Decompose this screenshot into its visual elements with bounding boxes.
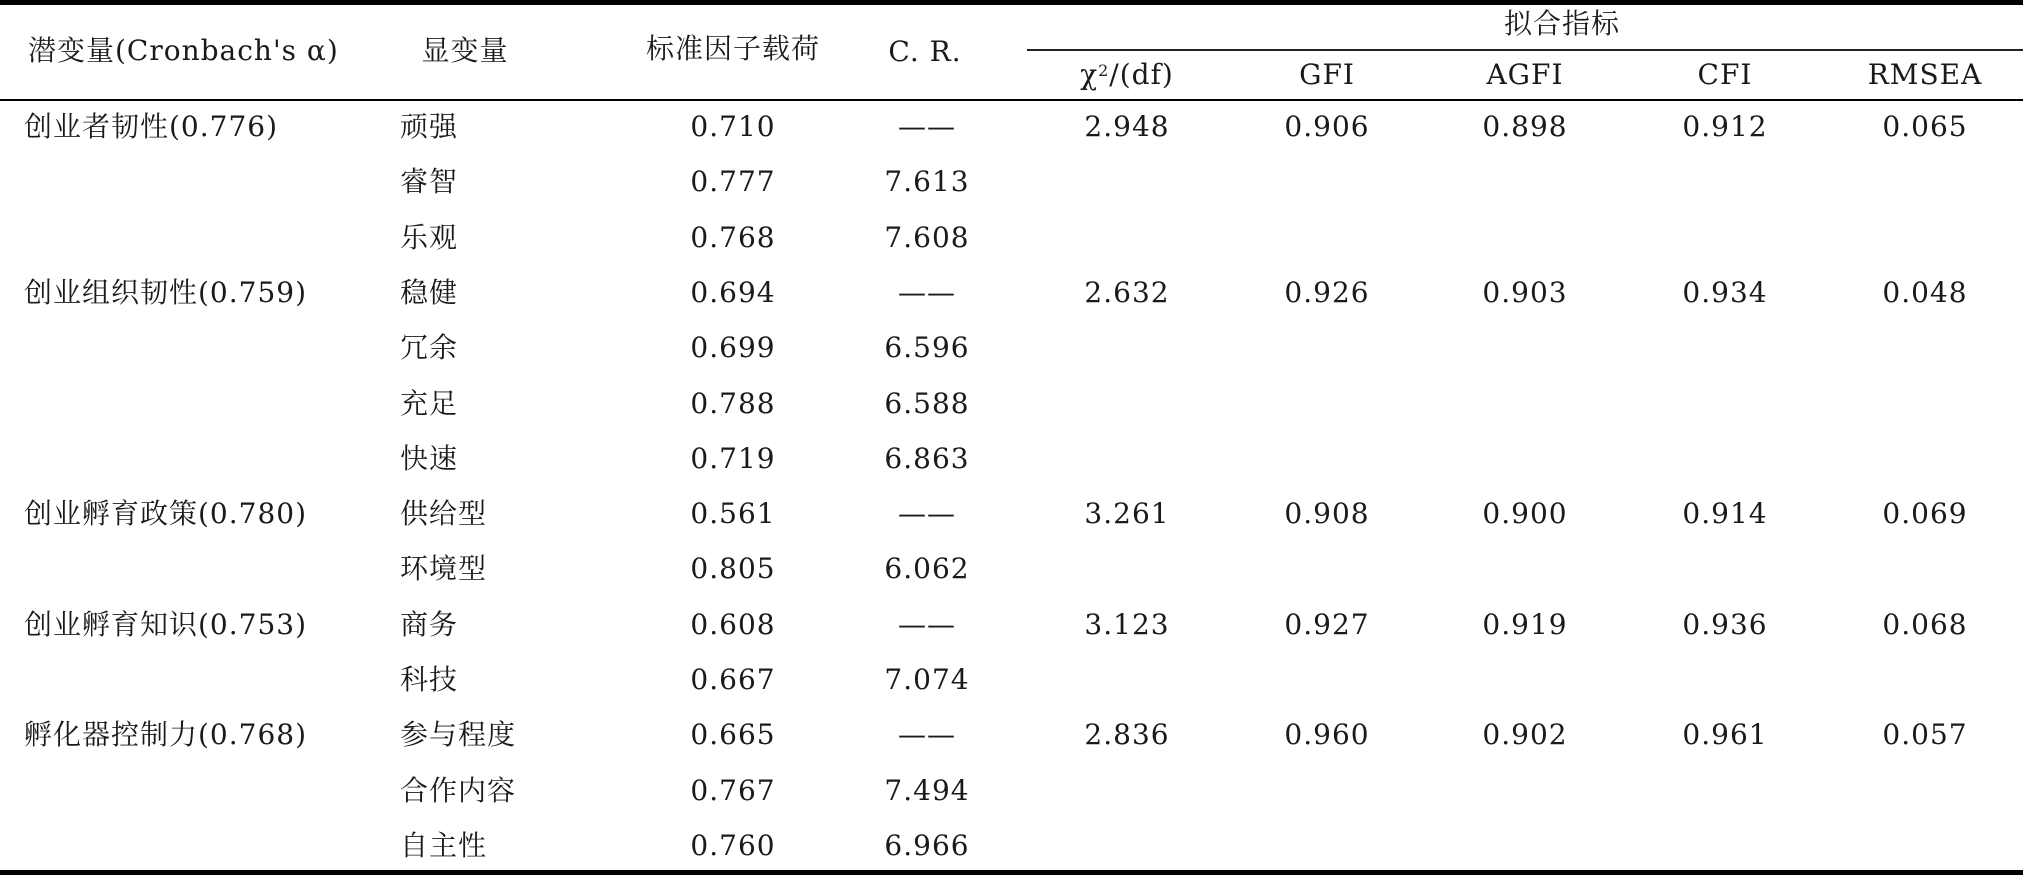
observed-variable-cell: 乐观 <box>400 221 459 254</box>
fit-agfi-cell: 0.903 <box>1482 276 1568 309</box>
fit-cfi-cell: 0.912 <box>1682 110 1768 143</box>
critical-ratio-cell: 7.494 <box>884 774 970 807</box>
header-rmsea: RMSEA <box>1867 58 1983 91</box>
observed-variable-cell: 参与程度 <box>400 718 517 751</box>
header-observed: 显变量 <box>421 34 509 67</box>
observed-variable-cell: 冗余 <box>400 331 459 364</box>
table-bottom-rule <box>0 870 2023 875</box>
fit-group-rule <box>1027 49 2023 51</box>
observed-variable-cell: 睿智 <box>400 165 459 198</box>
factor-loading-cell: 0.608 <box>690 608 776 641</box>
observed-variable-cell: 商务 <box>400 608 459 641</box>
factor-loading-cell: 0.767 <box>690 774 776 807</box>
factor-loading-cell: 0.667 <box>690 663 776 696</box>
header-loading: 标准因子载荷 <box>645 32 821 65</box>
header-cfi: CFI <box>1697 58 1753 91</box>
header-cr: C. R. <box>888 35 962 68</box>
observed-variable-cell: 环境型 <box>400 552 488 585</box>
fit-rmsea-cell: 0.057 <box>1882 718 1968 751</box>
header-chi-square <box>1080 59 1174 91</box>
fit-rmsea-cell: 0.069 <box>1882 497 1968 530</box>
fit-gfi-cell: 0.927 <box>1284 608 1370 641</box>
critical-ratio-cell: 7.074 <box>884 663 970 696</box>
factor-loading-cell: 0.665 <box>690 718 776 751</box>
critical-ratio-cell: —— <box>898 110 956 143</box>
critical-ratio-cell: 6.863 <box>884 442 970 475</box>
critical-ratio-cell: 7.613 <box>884 165 970 198</box>
observed-variable-cell: 顽强 <box>400 110 459 143</box>
observed-variable-cell: 科技 <box>400 663 459 696</box>
fit-chi-square-cell: 2.836 <box>1084 718 1170 751</box>
factor-loading-cell: 0.699 <box>690 331 776 364</box>
factor-loading-cell: 0.760 <box>690 829 776 862</box>
chi-symbol: χ <box>1080 58 1099 91</box>
fit-gfi-cell: 0.926 <box>1284 276 1370 309</box>
header-latent: 潜变量(Cronbach's α) <box>28 34 339 67</box>
factor-loading-cell: 0.788 <box>690 387 776 420</box>
fit-chi-square-cell: 3.261 <box>1084 497 1170 530</box>
factor-loading-cell: 0.719 <box>690 442 776 475</box>
factor-loading-cell: 0.777 <box>690 165 776 198</box>
critical-ratio-cell: 7.608 <box>884 221 970 254</box>
fit-rmsea-cell: 0.068 <box>1882 608 1968 641</box>
fit-rmsea-cell: 0.048 <box>1882 276 1968 309</box>
fit-agfi-cell: 0.902 <box>1482 718 1568 751</box>
fit-agfi-cell: 0.900 <box>1482 497 1568 530</box>
observed-variable-cell: 快速 <box>400 442 459 475</box>
observed-variable-cell: 充足 <box>400 387 459 420</box>
critical-ratio-cell: 6.596 <box>884 331 970 364</box>
critical-ratio-cell: —— <box>898 276 956 309</box>
critical-ratio-cell: —— <box>898 718 956 751</box>
factor-loading-cell: 0.805 <box>690 552 776 585</box>
fit-cfi-cell: 0.934 <box>1682 276 1768 309</box>
chi-superscript: 2 <box>1098 61 1110 80</box>
factor-loading-cell: 0.561 <box>690 497 776 530</box>
fit-cfi-cell: 0.961 <box>1682 718 1768 751</box>
fit-cfi-cell: 0.936 <box>1682 608 1768 641</box>
fit-gfi-cell: 0.908 <box>1284 497 1370 530</box>
fit-agfi-cell: 0.919 <box>1482 608 1568 641</box>
table-top-rule <box>0 0 2023 5</box>
fit-rmsea-cell: 0.065 <box>1882 110 1968 143</box>
observed-variable-cell: 自主性 <box>400 829 488 862</box>
fit-chi-square-cell: 2.948 <box>1084 110 1170 143</box>
critical-ratio-cell: 6.966 <box>884 829 970 862</box>
critical-ratio-cell: —— <box>898 608 956 641</box>
header-fit-group: 拟合指标 <box>1503 7 1621 40</box>
latent-variable-cell: 创业者韧性(0.776) <box>24 110 279 143</box>
critical-ratio-cell: —— <box>898 497 956 530</box>
header-agfi: AGFI <box>1486 58 1564 91</box>
latent-variable-cell: 创业孵育政策(0.780) <box>24 497 308 530</box>
header-bottom-rule <box>0 99 2023 101</box>
fit-gfi-cell: 0.906 <box>1284 110 1370 143</box>
critical-ratio-cell: 6.062 <box>884 552 970 585</box>
observed-variable-cell: 合作内容 <box>400 774 517 807</box>
latent-variable-cell: 创业孵育知识(0.753) <box>24 608 308 641</box>
factor-loading-cell: 0.768 <box>690 221 776 254</box>
observed-variable-cell: 供给型 <box>400 497 488 530</box>
factor-loading-cell: 0.694 <box>690 276 776 309</box>
factor-loading-cell: 0.710 <box>690 110 776 143</box>
fit-chi-square-cell: 2.632 <box>1084 276 1170 309</box>
latent-variable-cell: 孵化器控制力(0.768) <box>24 718 308 751</box>
fit-gfi-cell: 0.960 <box>1284 718 1370 751</box>
critical-ratio-cell: 6.588 <box>884 387 970 420</box>
chi-df: /(df) <box>1109 58 1174 91</box>
header-gfi: GFI <box>1299 58 1355 91</box>
fit-cfi-cell: 0.914 <box>1682 497 1768 530</box>
latent-variable-cell: 创业组织韧性(0.759) <box>24 276 308 309</box>
fit-chi-square-cell: 3.123 <box>1084 608 1170 641</box>
observed-variable-cell: 稳健 <box>400 276 459 309</box>
fit-agfi-cell: 0.898 <box>1482 110 1568 143</box>
